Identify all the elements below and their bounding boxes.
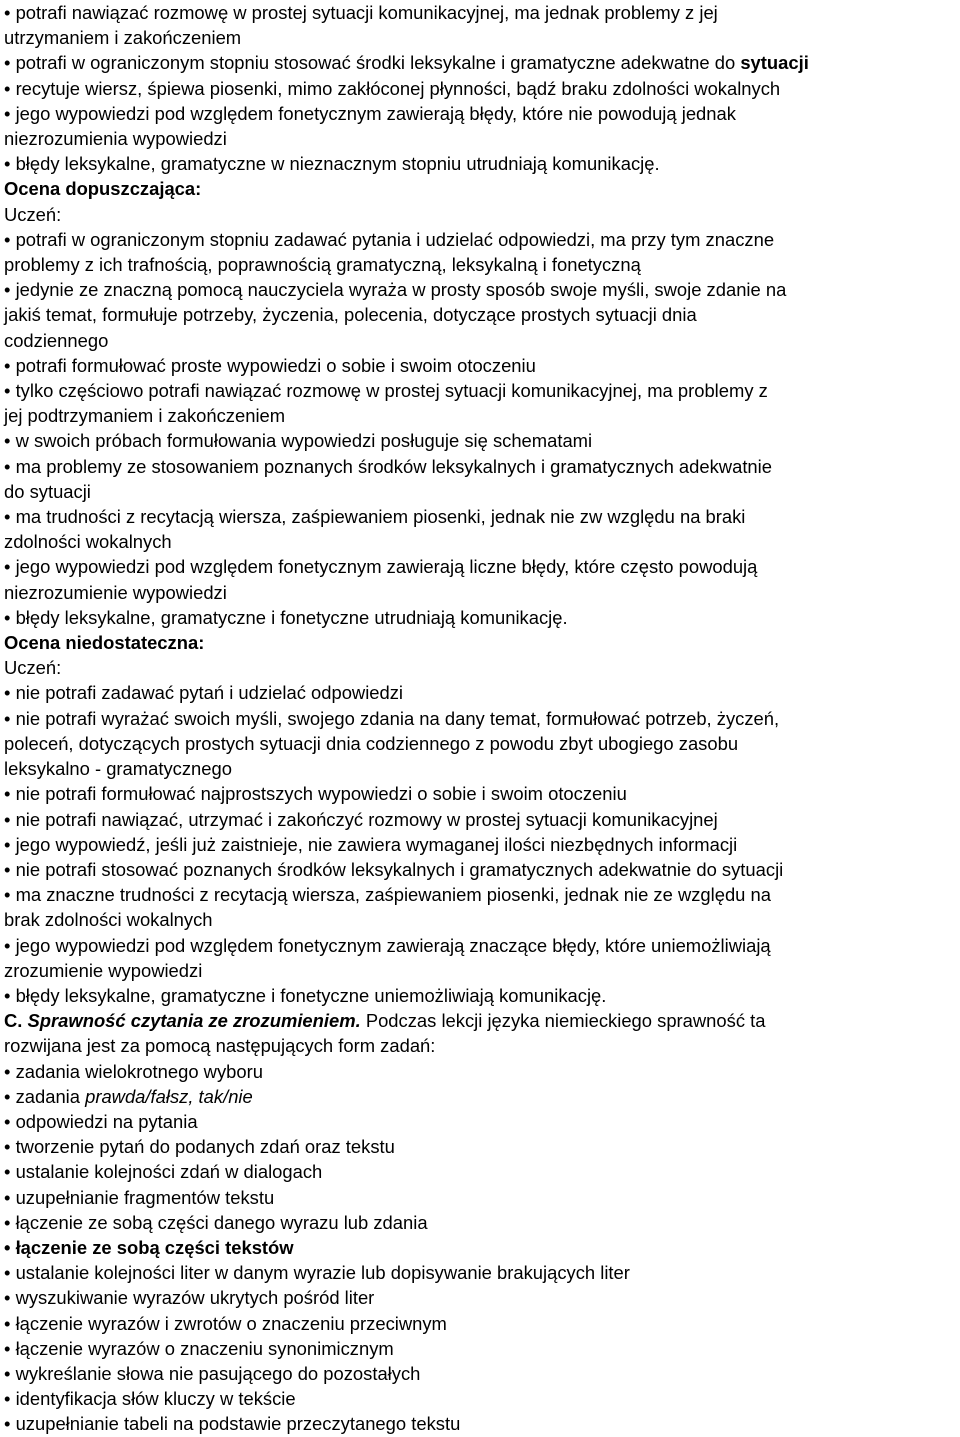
line-text: problemy z ich trafnością, poprawnością gramatyczną, leksykalną i fonetyczną	[4, 254, 641, 276]
bullet-text: wyszukiwanie wyrazów ukrytych pośród liter	[15, 1287, 375, 1309]
text-line	[4, 25, 956, 50]
bullet-text: w swoich próbach formułowania wypowiedzi posługuje się schematami	[15, 430, 593, 452]
bullet-text: błędy leksykalne, gramatyczne i fonetyczne uniemożliwiają komunikację.	[15, 984, 607, 1006]
bullet-item	[4, 1185, 956, 1210]
bullet-item	[4, 1235, 956, 1260]
bullet-item	[4, 101, 956, 126]
bullet-text: nie potrafi nawiązać, utrzymać i zakończyć rozmowy w prostej sytuacji komunikacyjnej	[15, 808, 718, 830]
bullet-item	[4, 1059, 956, 1084]
bullet-item	[4, 832, 956, 857]
bullet-text: potrafi w ograniczonym stopniu zadawać pytania i udzielać odpowiedzi, ma przy tym znaczne	[15, 228, 775, 250]
heading-text: Ocena niedostateczna:	[4, 632, 205, 654]
bullet-item	[4, 933, 956, 958]
bullet-item	[4, 1336, 956, 1361]
bullet-text: recytuje wiersz, śpiewa piosenki, mimo zakłóconej płynności, bądź braku zdolności wokalnych	[15, 77, 781, 99]
bullet-item	[4, 807, 956, 832]
bullet-text: nie potrafi zadawać pytań i udzielać odpowiedzi	[15, 682, 404, 704]
section-heading	[4, 1008, 956, 1033]
bullet-text: odpowiedzi na pytania	[15, 1110, 198, 1132]
bullet-item	[4, 428, 956, 453]
heading-text: Ocena dopuszczająca:	[4, 178, 202, 200]
bullet-item	[4, 50, 956, 75]
text-line	[4, 731, 956, 756]
bullet-item	[4, 1285, 956, 1310]
bullet-item	[4, 0, 956, 25]
line-text: Uczeń:	[4, 203, 62, 225]
line-text: niezrozumienie wypowiedzi	[4, 581, 227, 603]
text-line	[4, 958, 956, 983]
bullet-text: łączenie wyrazów i zwrotów o znaczeniu przeciwnym	[15, 1312, 447, 1334]
bullet-text: błędy leksykalne, gramatyczne w nieznacznym stopniu utrudniają komunikację.	[15, 153, 660, 175]
bullet-text: uzupełnianie fragmentów tekstu	[15, 1186, 275, 1208]
line-text: do sytuacji	[4, 480, 91, 502]
bullet-item	[4, 1084, 956, 1109]
line-text: brak zdolności wokalnych	[4, 909, 213, 931]
bullet-item	[4, 1134, 956, 1159]
bullet-item	[4, 504, 956, 529]
bullet-text: łączenie ze sobą części tekstów	[15, 1236, 294, 1258]
text-line	[4, 1033, 956, 1058]
bullet-text: jego wypowiedzi pod względem fonetycznym zawierają znaczące błędy, które uniemożliwiają	[15, 934, 771, 956]
bullet-text: potrafi formułować proste wypowiedzi o sobie i swoim otoczeniu	[15, 354, 536, 376]
bullet-item	[4, 882, 956, 907]
line-text: utrzymaniem i zakończeniem	[4, 27, 242, 49]
bullet-text: zadania	[15, 1085, 86, 1107]
bullet-item	[4, 983, 956, 1008]
bullet-text: identyfikacja słów kluczy w tekście	[15, 1388, 296, 1410]
bullet-text: jedynie ze znaczną pomocą nauczyciela wyraża w prosty sposób swoje myśli, swoje zdanie na	[15, 279, 787, 301]
bullet-text: ustalanie kolejności liter w danym wyrazie lub dopisywanie brakujących liter	[15, 1262, 630, 1284]
text-line	[4, 126, 956, 151]
bullet-item	[4, 1210, 956, 1235]
bullet-text: błędy leksykalne, gramatyczne i fonetyczne utrudniają komunikację.	[15, 606, 568, 628]
bullet-text: nie potrafi formułować najprostszych wypowiedzi o sobie i swoim otoczeniu	[15, 783, 627, 805]
bullet-item	[4, 454, 956, 479]
bullet-text: tylko częściowo potrafi nawiązać rozmowę w prostej sytuacji komunikacyjnej, ma problemy z	[15, 380, 768, 402]
bullet-item	[4, 151, 956, 176]
text-line	[4, 302, 956, 327]
bullet-text: jego wypowiedzi pod względem fonetycznym zawierają błędy, które nie powodują jednak	[15, 102, 736, 124]
bullet-text: ma problemy ze stosowaniem poznanych środków leksykalnych i gramatycznych adekwatnie	[15, 455, 772, 477]
bullet-text-italic: prawda/fałsz, tak/nie	[85, 1085, 253, 1107]
section-intro-text: Podczas lekcji języka niemieckiego sprawność ta	[360, 1010, 766, 1032]
text-line	[4, 403, 956, 428]
bullet-text: potrafi w ograniczonym stopniu stosować środki leksykalne i gramatyczne adekwatne do	[15, 52, 741, 74]
line-text: codziennego	[4, 329, 109, 351]
bullet-text: uzupełnianie tabeli na podstawie przeczytanego tekstu	[15, 1413, 461, 1435]
text-line	[4, 202, 956, 227]
bullet-text: nie potrafi wyrażać swoich myśli, swojego zdania na dany temat, formułować potrzeb, życzeń,	[15, 707, 780, 729]
bullet-item	[4, 353, 956, 378]
bullet-text: ma znaczne trudności z recytacją wiersza, zaśpiewaniem piosenki, jednak nie ze względu na	[15, 884, 771, 906]
line-text: zdolności wokalnych	[4, 531, 172, 553]
bullet-item	[4, 76, 956, 101]
bullet-text: potrafi nawiązać rozmowę w prostej sytuacji komunikacyjnej, ma jednak problemy z jej	[15, 2, 718, 23]
bullet-item	[4, 605, 956, 630]
bullet-text: wykreślanie słowa nie pasującego do pozostałych	[15, 1362, 421, 1384]
bullet-text: zadania wielokrotnego wyboru	[15, 1060, 263, 1082]
text-line	[4, 580, 956, 605]
bullet-item	[4, 378, 956, 403]
bullet-item	[4, 680, 956, 705]
text-line	[4, 328, 956, 353]
line-text: niezrozumienia wypowiedzi	[4, 128, 227, 150]
grade-heading	[4, 176, 956, 201]
bullet-text-emphasis: sytuacji	[740, 52, 809, 74]
bullet-item	[4, 1109, 956, 1134]
bullet-item	[4, 1411, 956, 1436]
line-text: jakiś temat, formułuje potrzeby, życzenia, polecenia, dotyczące prostych sytuacji dnia	[4, 304, 697, 326]
bullet-item	[4, 857, 956, 882]
text-line	[4, 252, 956, 277]
bullet-text: łączenie wyrazów o znaczeniu synonimicznym	[15, 1337, 394, 1359]
bullet-item	[4, 1311, 956, 1336]
line-text: poleceń, dotyczących prostych sytuacji dnia codziennego z powodu zbyt ubogiego zasobu	[4, 732, 739, 754]
text-line	[4, 529, 956, 554]
bullet-text: jego wypowiedzi pod względem fonetycznym zawierają liczne błędy, które często powodują	[15, 556, 758, 578]
bullet-item	[4, 227, 956, 252]
bullet-item	[4, 554, 956, 579]
line-text: zrozumienie wypowiedzi	[4, 959, 203, 981]
line-text: rozwijana jest za pomocą następujących form zadań:	[4, 1035, 436, 1057]
bullet-item	[4, 1159, 956, 1184]
text-line	[4, 479, 956, 504]
bullet-item	[4, 277, 956, 302]
line-text: jej podtrzymaniem i zakończeniem	[4, 405, 286, 427]
text-line	[4, 756, 956, 781]
section-label: C.	[4, 1010, 28, 1032]
bullet-item	[4, 1260, 956, 1285]
bullet-text: ustalanie kolejności zdań w dialogach	[15, 1161, 323, 1183]
bullet-text: jego wypowiedź, jeśli już zaistnieje, nie zawiera wymaganej ilości niezbędnych informacji	[15, 833, 738, 855]
bullet-item	[4, 1361, 956, 1386]
grade-heading	[4, 630, 956, 655]
bullet-item	[4, 706, 956, 731]
line-text: leksykalno - gramatycznego	[4, 758, 232, 780]
text-line	[4, 655, 956, 680]
text-line	[4, 907, 956, 932]
bullet-text: tworzenie pytań do podanych zdań oraz tekstu	[15, 1136, 395, 1158]
line-text: Uczeń:	[4, 657, 62, 679]
section-title: Sprawność czytania ze zrozumieniem.	[27, 1010, 361, 1032]
bullet-item	[4, 781, 956, 806]
bullet-item	[4, 1386, 956, 1411]
bullet-text: łączenie ze sobą części danego wyrazu lub zdania	[15, 1211, 428, 1233]
bullet-text: nie potrafi stosować poznanych środków leksykalnych i gramatycznych adekwatnie do sytuacji	[15, 858, 784, 880]
bullet-text: ma trudności z recytacją wiersza, zaśpiewaniem piosenki, jednak nie zw względu na braki	[15, 506, 746, 528]
